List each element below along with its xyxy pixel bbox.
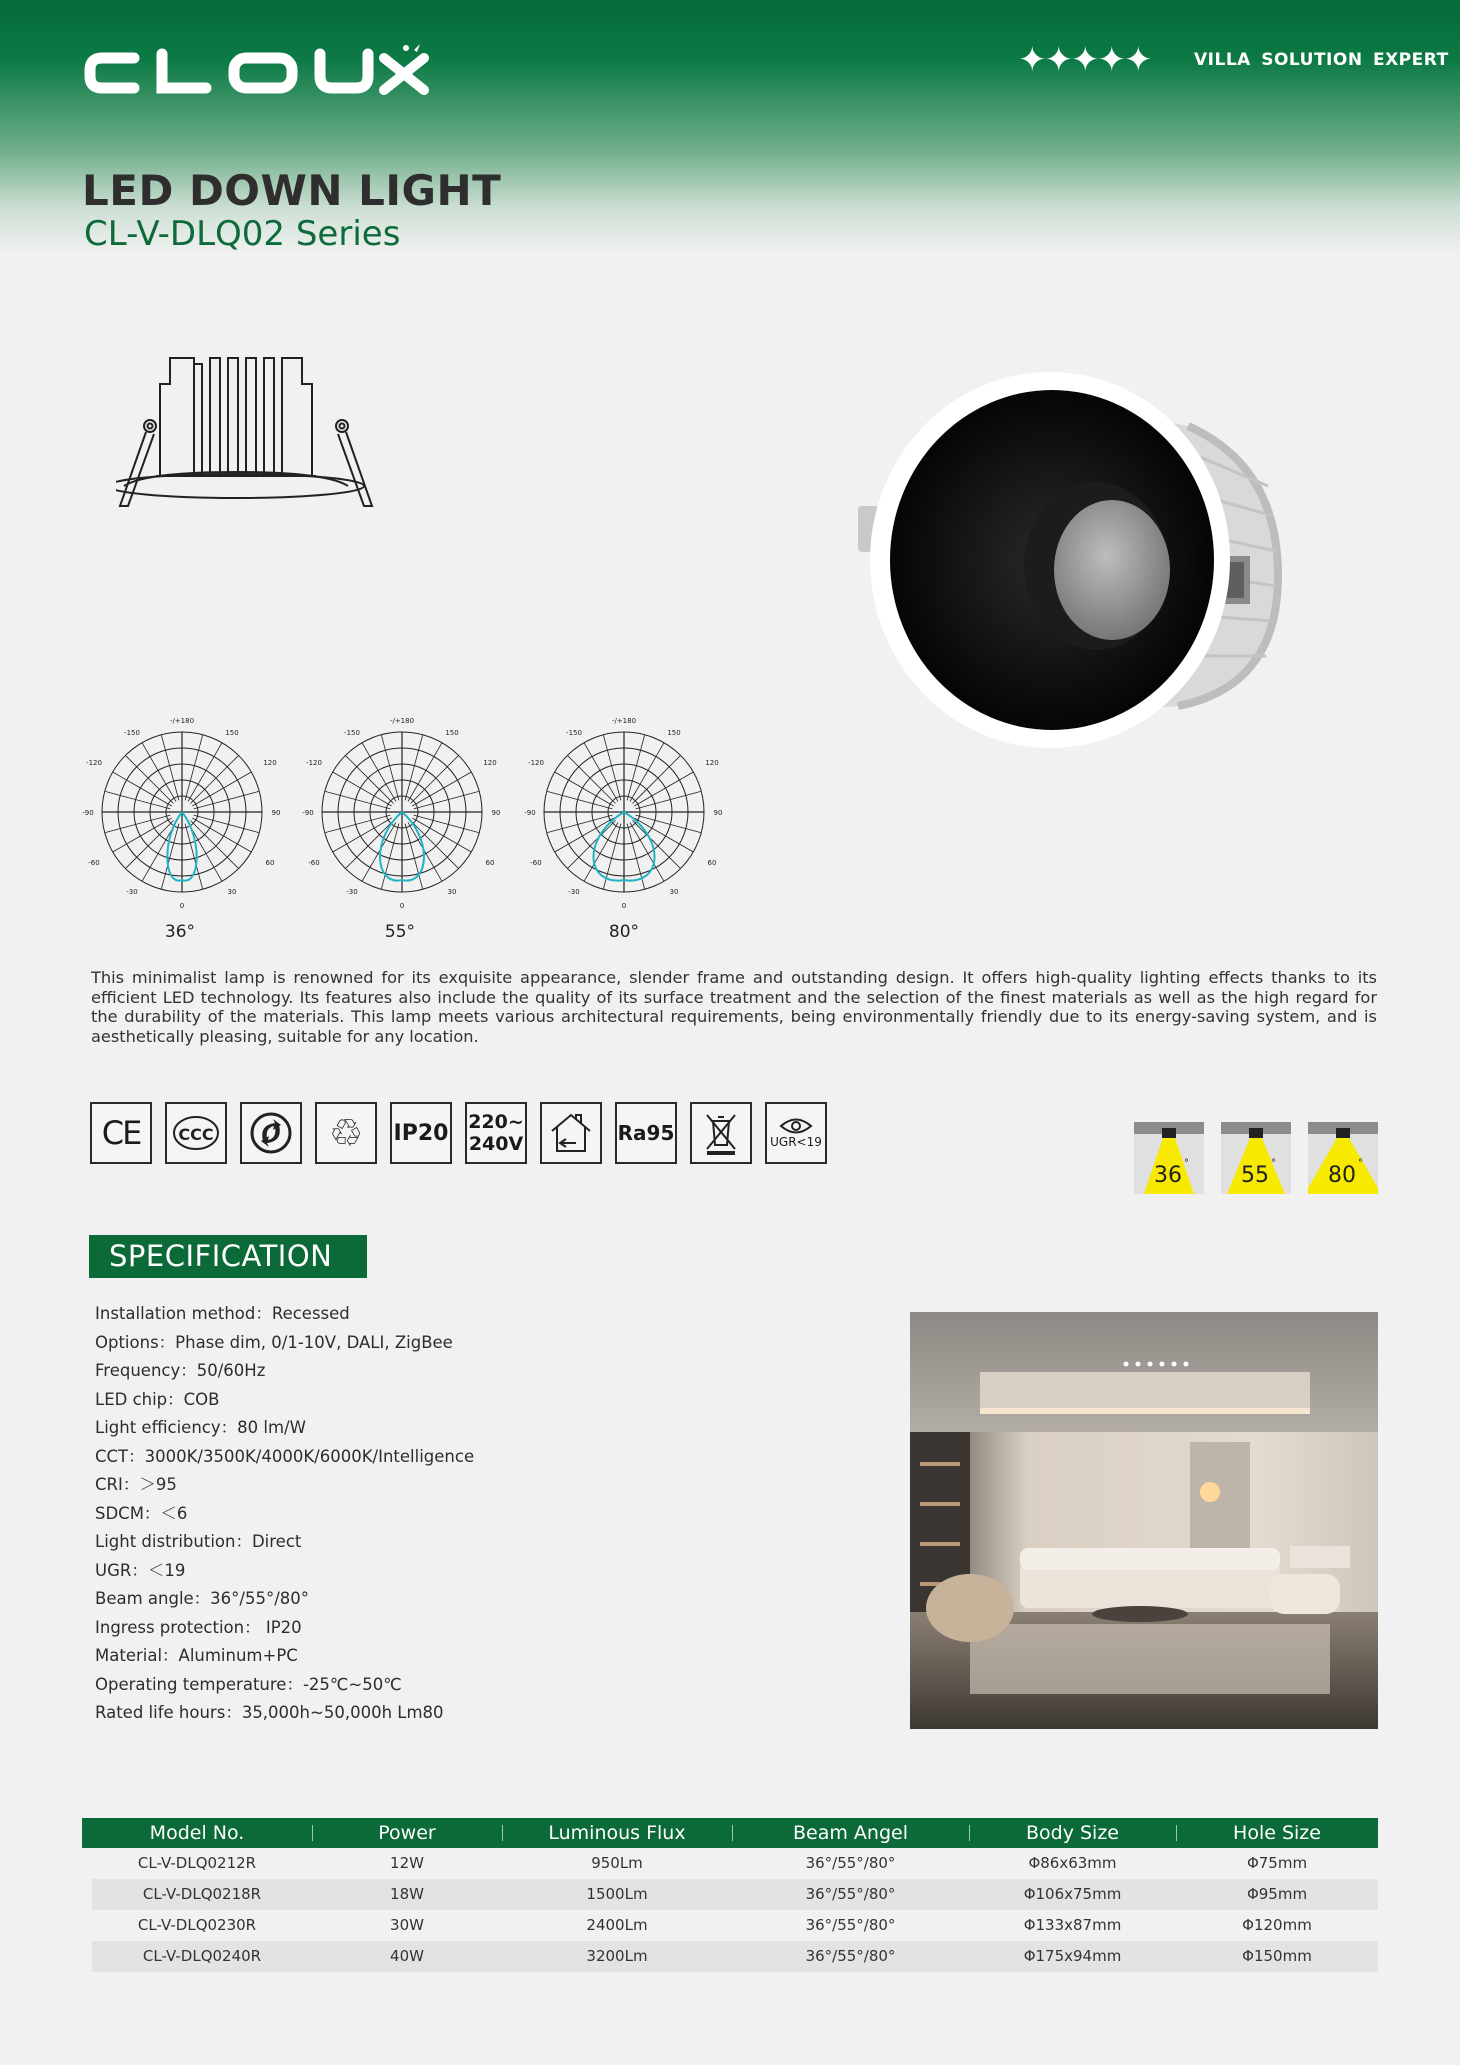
table-cell: 36°/55°/80°	[805, 1916, 896, 1934]
spec-item: Light efficiency：80 lm/W	[95, 1418, 306, 1437]
table-cell: CL-V-DLQ0212R	[137, 1854, 257, 1872]
spec-item: Ingress protection： IP20	[95, 1617, 302, 1637]
table-row	[92, 1941, 1378, 1972]
svg-text:-60: -60	[308, 859, 320, 867]
svg-text:0: 0	[621, 902, 627, 910]
svg-text:-30: -30	[126, 888, 138, 896]
svg-text:30: 30	[669, 888, 679, 896]
svg-text:-/+180: -/+180	[389, 717, 415, 725]
spec-item: Options：Phase dim, 0/1-10V, DALI, ZigBee	[95, 1332, 453, 1352]
table-cell: Φ175x94mm	[1023, 1947, 1122, 1965]
table-cell: 36°/55°/80°	[805, 1947, 896, 1965]
svg-text:-60: -60	[88, 859, 100, 867]
rating-stars: ✦✦✦✦✦	[1018, 40, 1151, 80]
svg-text:-150: -150	[344, 729, 360, 737]
svg-text:°: °	[1358, 1158, 1363, 1169]
weee-bin-icon	[690, 1102, 752, 1164]
table-body	[82, 1848, 1378, 1972]
ugr-eye-icon: UGR<19	[765, 1102, 827, 1164]
table-cell: CL-V-DLQ0230R	[137, 1916, 257, 1934]
table-cell: 2400Lm	[586, 1916, 648, 1934]
svg-text:-30: -30	[568, 888, 580, 896]
table-cell: Φ95mm	[1246, 1885, 1308, 1903]
product-description: This minimalist lamp is renowned for its exquisite appearance, slender frame and outstanding design. It offers high-quality lighting effects thanks to its efficient LED technology. Its features also include the quality of its surface treatment and the selection of the finest materials as well as the high regard for the durability of the materials. This lamp meets various architectural requirements, being environmentally friendly due to its energy-saving system, and is aesthetically pleasing, suitable for any location.	[91, 968, 1377, 1046]
polar-label-36: 36°	[164, 922, 196, 942]
table-cell: Φ75mm	[1246, 1854, 1308, 1872]
table-cell: 12W	[390, 1854, 424, 1872]
page-title: LED DOWN LIGHT	[82, 166, 502, 215]
polar-chart-36	[82, 712, 282, 912]
svg-text:30: 30	[227, 888, 237, 896]
spec-item: CRI：＞95	[95, 1475, 177, 1494]
voltage-icon: 220~ 240V	[465, 1102, 527, 1164]
svg-text:120: 120	[263, 759, 277, 767]
svg-text:30: 30	[447, 888, 457, 896]
svg-text:-90: -90	[82, 809, 94, 817]
svg-text:55: 55	[1241, 1163, 1269, 1188]
svg-text:120: 120	[483, 759, 497, 767]
table-cell: Φ86x63mm	[1028, 1854, 1117, 1872]
svg-text:-30: -30	[346, 888, 358, 896]
ra95-icon: Ra95	[615, 1102, 677, 1164]
svg-text:-60: -60	[530, 859, 542, 867]
specification-heading: SPECIFICATION	[89, 1235, 367, 1278]
svg-text:-150: -150	[124, 729, 140, 737]
indoor-use-icon	[540, 1102, 602, 1164]
table-cell: CL-V-DLQ0218R	[142, 1885, 262, 1903]
svg-text:60: 60	[707, 859, 717, 867]
table-row	[82, 1848, 1378, 1879]
header-hole-size: Hole Size	[1176, 1818, 1378, 1848]
svg-text:90: 90	[271, 809, 281, 817]
spec-item: LED chip：COB	[95, 1389, 220, 1409]
svg-text:-150: -150	[566, 729, 582, 737]
downlight-line-drawing	[116, 346, 376, 516]
svg-text:-120: -120	[528, 759, 544, 767]
svg-text:°: °	[1271, 1158, 1276, 1169]
tagline: VILLA SOLUTION EXPERT	[1194, 50, 1449, 70]
recycle-icon: ♲	[315, 1102, 377, 1164]
svg-text:0: 0	[399, 902, 405, 910]
table-cell: 18W	[390, 1885, 424, 1903]
table-cell: Φ120mm	[1242, 1916, 1312, 1934]
polar-label-80: 80°	[608, 922, 640, 942]
svg-text:0: 0	[179, 902, 185, 910]
table-cell: 36°/55°/80°	[805, 1854, 896, 1872]
svg-text:60: 60	[265, 859, 275, 867]
svg-text:80: 80	[1328, 1163, 1356, 1188]
svg-text:-120: -120	[86, 759, 102, 767]
polar-chart-80	[524, 712, 724, 912]
living-room-photo	[910, 1312, 1378, 1729]
model-table	[82, 1818, 1378, 1972]
svg-text:150: 150	[225, 729, 239, 737]
spec-item: SDCM：＜6	[95, 1503, 188, 1523]
spec-item: Light distribution：Direct	[95, 1532, 302, 1551]
table-cell: 30W	[390, 1916, 424, 1934]
table-cell: CL-V-DLQ0240R	[142, 1947, 262, 1965]
table-cell: 40W	[390, 1947, 424, 1965]
table-cell: 950Lm	[591, 1854, 643, 1872]
header-model: Model No.	[149, 1822, 245, 1844]
header-beam: Beam Angel	[732, 1818, 969, 1848]
beam-angle-36-icon	[1134, 1122, 1204, 1194]
table-cell: Φ133x87mm	[1023, 1916, 1122, 1934]
svg-text:36: 36	[1154, 1163, 1182, 1188]
svg-text:120: 120	[705, 759, 719, 767]
table-cell: Φ150mm	[1242, 1947, 1312, 1965]
table-header	[82, 1818, 1378, 1848]
spec-item: UGR：＜19	[95, 1560, 186, 1580]
spec-item: Rated life hours：35,000h~50,000h Lm80	[95, 1703, 444, 1722]
svg-text:-120: -120	[306, 759, 322, 767]
table-row	[92, 1879, 1378, 1910]
downlight-product-photo	[858, 366, 1288, 756]
svg-text:-/+180: -/+180	[169, 717, 195, 725]
spec-item: Material：Aluminum+PC	[95, 1646, 298, 1665]
svg-text:-90: -90	[302, 809, 314, 817]
table-cell: 1500Lm	[586, 1885, 648, 1903]
svg-text:150: 150	[667, 729, 681, 737]
polar-chart-55	[302, 712, 502, 912]
series-subtitle: CL-V-DLQ02 Series	[84, 214, 401, 254]
specification-list	[95, 1300, 474, 1728]
header-power: Power	[312, 1818, 502, 1848]
svg-text:CCC: CCC	[178, 1125, 214, 1144]
svg-text:-/+180: -/+180	[611, 717, 637, 725]
beam-angle-80-icon	[1308, 1122, 1378, 1194]
spec-item: Installation method：Recessed	[95, 1304, 350, 1323]
beam-angle-55-icon	[1221, 1122, 1291, 1194]
table-row	[82, 1910, 1378, 1941]
svg-text:60: 60	[485, 859, 495, 867]
svg-text:90: 90	[713, 809, 723, 817]
ip20-icon: IP20	[390, 1102, 452, 1164]
table-cell: 3200Lm	[586, 1947, 648, 1965]
cloux-logo	[84, 44, 436, 100]
svg-text:90: 90	[491, 809, 501, 817]
spec-item: CCT：3000K/3500K/4000K/6000K/Intelligence	[95, 1446, 475, 1466]
svg-text:°: °	[1184, 1158, 1189, 1169]
polar-label-55: 55°	[384, 922, 416, 942]
header-body-size: Body Size	[969, 1818, 1176, 1848]
ce-mark-icon: CE	[90, 1102, 152, 1164]
spec-item: Frequency：50/60Hz	[95, 1361, 266, 1380]
header-flux: Luminous Flux	[502, 1818, 732, 1848]
table-cell: Φ106x75mm	[1023, 1885, 1122, 1903]
svg-text:-90: -90	[524, 809, 536, 817]
svg-text:150: 150	[445, 729, 459, 737]
table-cell: 36°/55°/80°	[805, 1885, 896, 1903]
spec-item: Beam angle：36°/55°/80°	[95, 1589, 310, 1608]
ccc-mark-icon	[165, 1102, 227, 1164]
green-dot-icon	[240, 1102, 302, 1164]
spec-item: Operating temperature：-25℃~50℃	[95, 1674, 402, 1694]
